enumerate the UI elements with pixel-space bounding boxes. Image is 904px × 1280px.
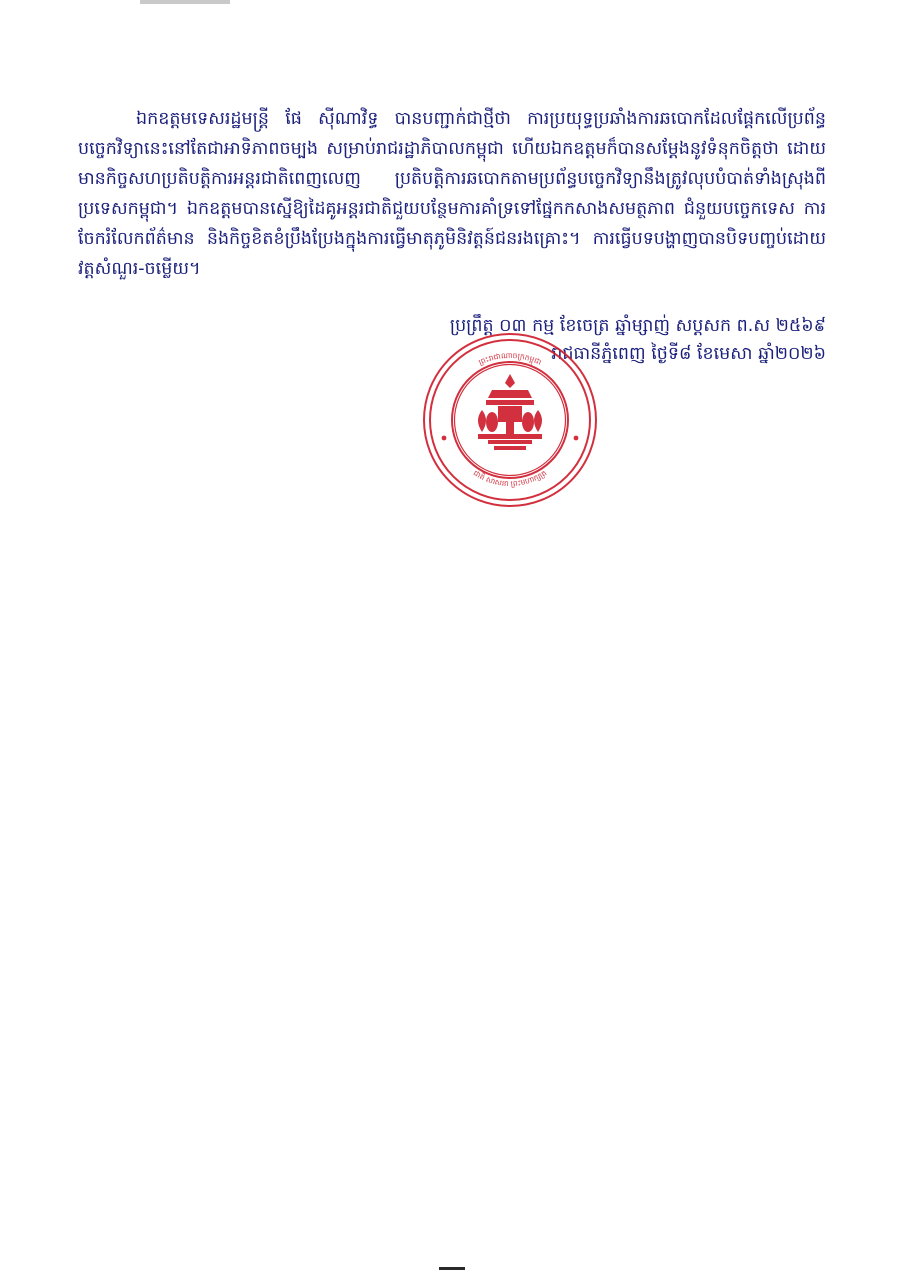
body-paragraph: ឯកឧត្តមទេសរដ្ឋមន្ត្រី ផែ ស៊ីណាវិទ្ធ បានបញ្ជាក់ជាថ្មីថា ការប្រយុទ្ធប្រឆាំងការឆបោកដែលផ្តែកលើប្រព័ន្ធបច្ចេកវិទ្យានេះនៅតែជាអាទិភាពចម្បង សម្រាប់រាជរដ្ឋាភិបាលកម្ពុជា ហើយឯកឧត្តមក៏បានសម្តែងនូវទំនុកចិត្តថា ដោយមានកិច្ចសហប្រតិបត្តិការអន្តរជាតិពេញលេញ ប្រតិបត្តិការឆបោកតាមប្រព័ន្ធបច្ចេកវិទ្យានឹងត្រូវលុបបំបាត់ទាំងស្រុងពីប្រទេសកម្ពុជា។ ឯកឧត្តមបានស្នើឱ្យដៃគូអន្តរជាតិជួយបន្ថែមការគាំទ្រទៅផ្នែកកសាងសមត្ថភាព ជំនួយបច្ចេកទេស ការចែករំលែកព័ត៌មាន និងកិច្ចខិតខំប្រឹងប្រែងក្នុងការធ្វើមាតុភូមិនិវត្តន៍ជនរងគ្រោះ។ ការធ្វើបទបង្ហាញបានបិទបញ្ចប់ដោយវត្តសំណួរ-ចម្លើយ។ [78, 109, 826, 279]
seal-outer-text-top: ព្រះរាជាណាចក្រកម្ពុជា [477, 350, 543, 367]
seal-container [420, 330, 600, 510]
signature-date-khmer-calendar: ប្រព្រឹត្ត ០៣ កម្ម ខែចេត្រ ឆ្នាំម្សាញ់ សប្ដសក ព.ស ២៥៦៩ [449, 316, 826, 336]
royal-government-seal-icon [420, 330, 600, 510]
document-body [78, 104, 826, 284]
page-top-rule [140, 0, 230, 4]
seal-outer-text-bottom: ជាតិ សាសនា ព្រះមហាក្សត្រ [471, 468, 549, 489]
signature-place-date: រាជធានីភ្នំពេញ ថ្ងៃទី៨ ខែមេសា ឆ្នាំ២០២៦ [551, 344, 826, 364]
page-bottom-rule [439, 1267, 465, 1270]
